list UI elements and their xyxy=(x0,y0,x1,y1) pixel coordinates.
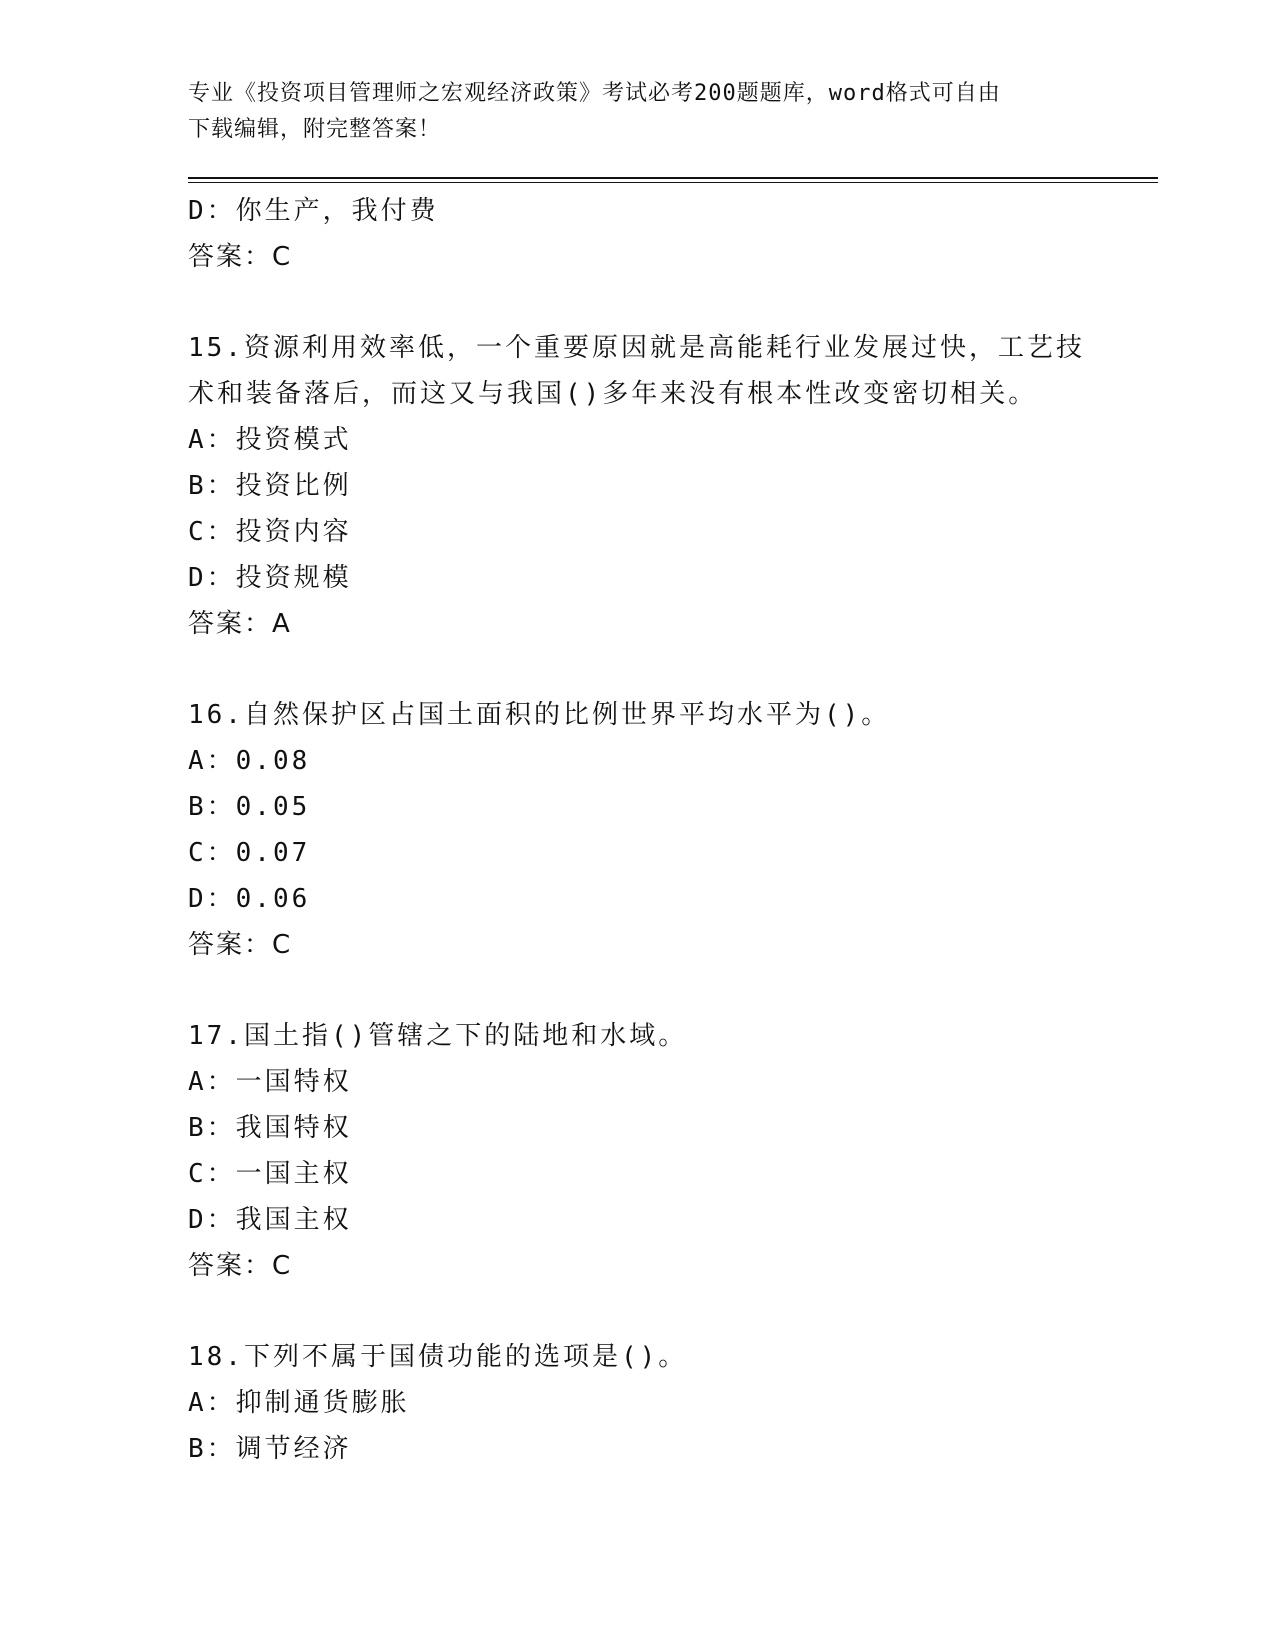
option-b: B：投资比例 xyxy=(188,471,352,501)
option-d: D：你生产，我付费 xyxy=(188,196,439,226)
question-text-line-1: 17.国土指()管辖之下的陆地和水域。 xyxy=(188,1021,688,1051)
option-c: C：0.07 xyxy=(188,838,311,868)
header-rule-thin xyxy=(188,182,1158,183)
header-rule-thick xyxy=(188,177,1158,179)
question-text-line-2: 术和装备落后，而这又与我国()多年来没有根本性改变密切相关。 xyxy=(188,379,1038,409)
option-d: D：0.06 xyxy=(188,884,311,914)
document-header xyxy=(188,76,1088,148)
option-a: A：0.08 xyxy=(188,746,311,776)
answer-line: 答案：A xyxy=(188,609,292,639)
question-text-line-1: 16.自然保护区占国土面积的比例世界平均水平为()。 xyxy=(188,700,891,730)
document-body xyxy=(188,188,1088,1472)
question-16 xyxy=(188,692,1088,968)
continued-question xyxy=(188,188,1088,280)
option-a: A：一国特权 xyxy=(188,1067,352,1097)
option-a: A：投资模式 xyxy=(188,425,352,455)
question-18 xyxy=(188,1334,1088,1472)
option-d: D：我国主权 xyxy=(188,1205,352,1235)
answer-line: 答案：C xyxy=(188,242,293,272)
question-15 xyxy=(188,325,1088,647)
option-a: A：抑制通货膨胀 xyxy=(188,1388,410,1418)
question-text-line-1: 18.下列不属于国债功能的选项是()。 xyxy=(188,1342,688,1372)
option-b: B：我国特权 xyxy=(188,1113,352,1143)
question-text-line-1: 15.资源利用效率低，一个重要原因就是高能耗行业发展过快，工艺技 xyxy=(188,333,1085,363)
question-17 xyxy=(188,1013,1088,1289)
answer-line: 答案：C xyxy=(188,1251,293,1281)
option-b: B：调节经济 xyxy=(188,1434,352,1464)
answer-line: 答案：C xyxy=(188,930,293,960)
option-c: C：投资内容 xyxy=(188,517,352,547)
option-b: B：0.05 xyxy=(188,792,311,822)
option-c: C：一国主权 xyxy=(188,1159,352,1189)
header-title-line-2: 下载编辑，附完整答案！ xyxy=(188,117,442,142)
header-title-line-1: 专业《投资项目管理师之宏观经济政策》考试必考200题题库，word格式可自由 xyxy=(188,81,1001,106)
option-d: D：投资规模 xyxy=(188,563,352,593)
